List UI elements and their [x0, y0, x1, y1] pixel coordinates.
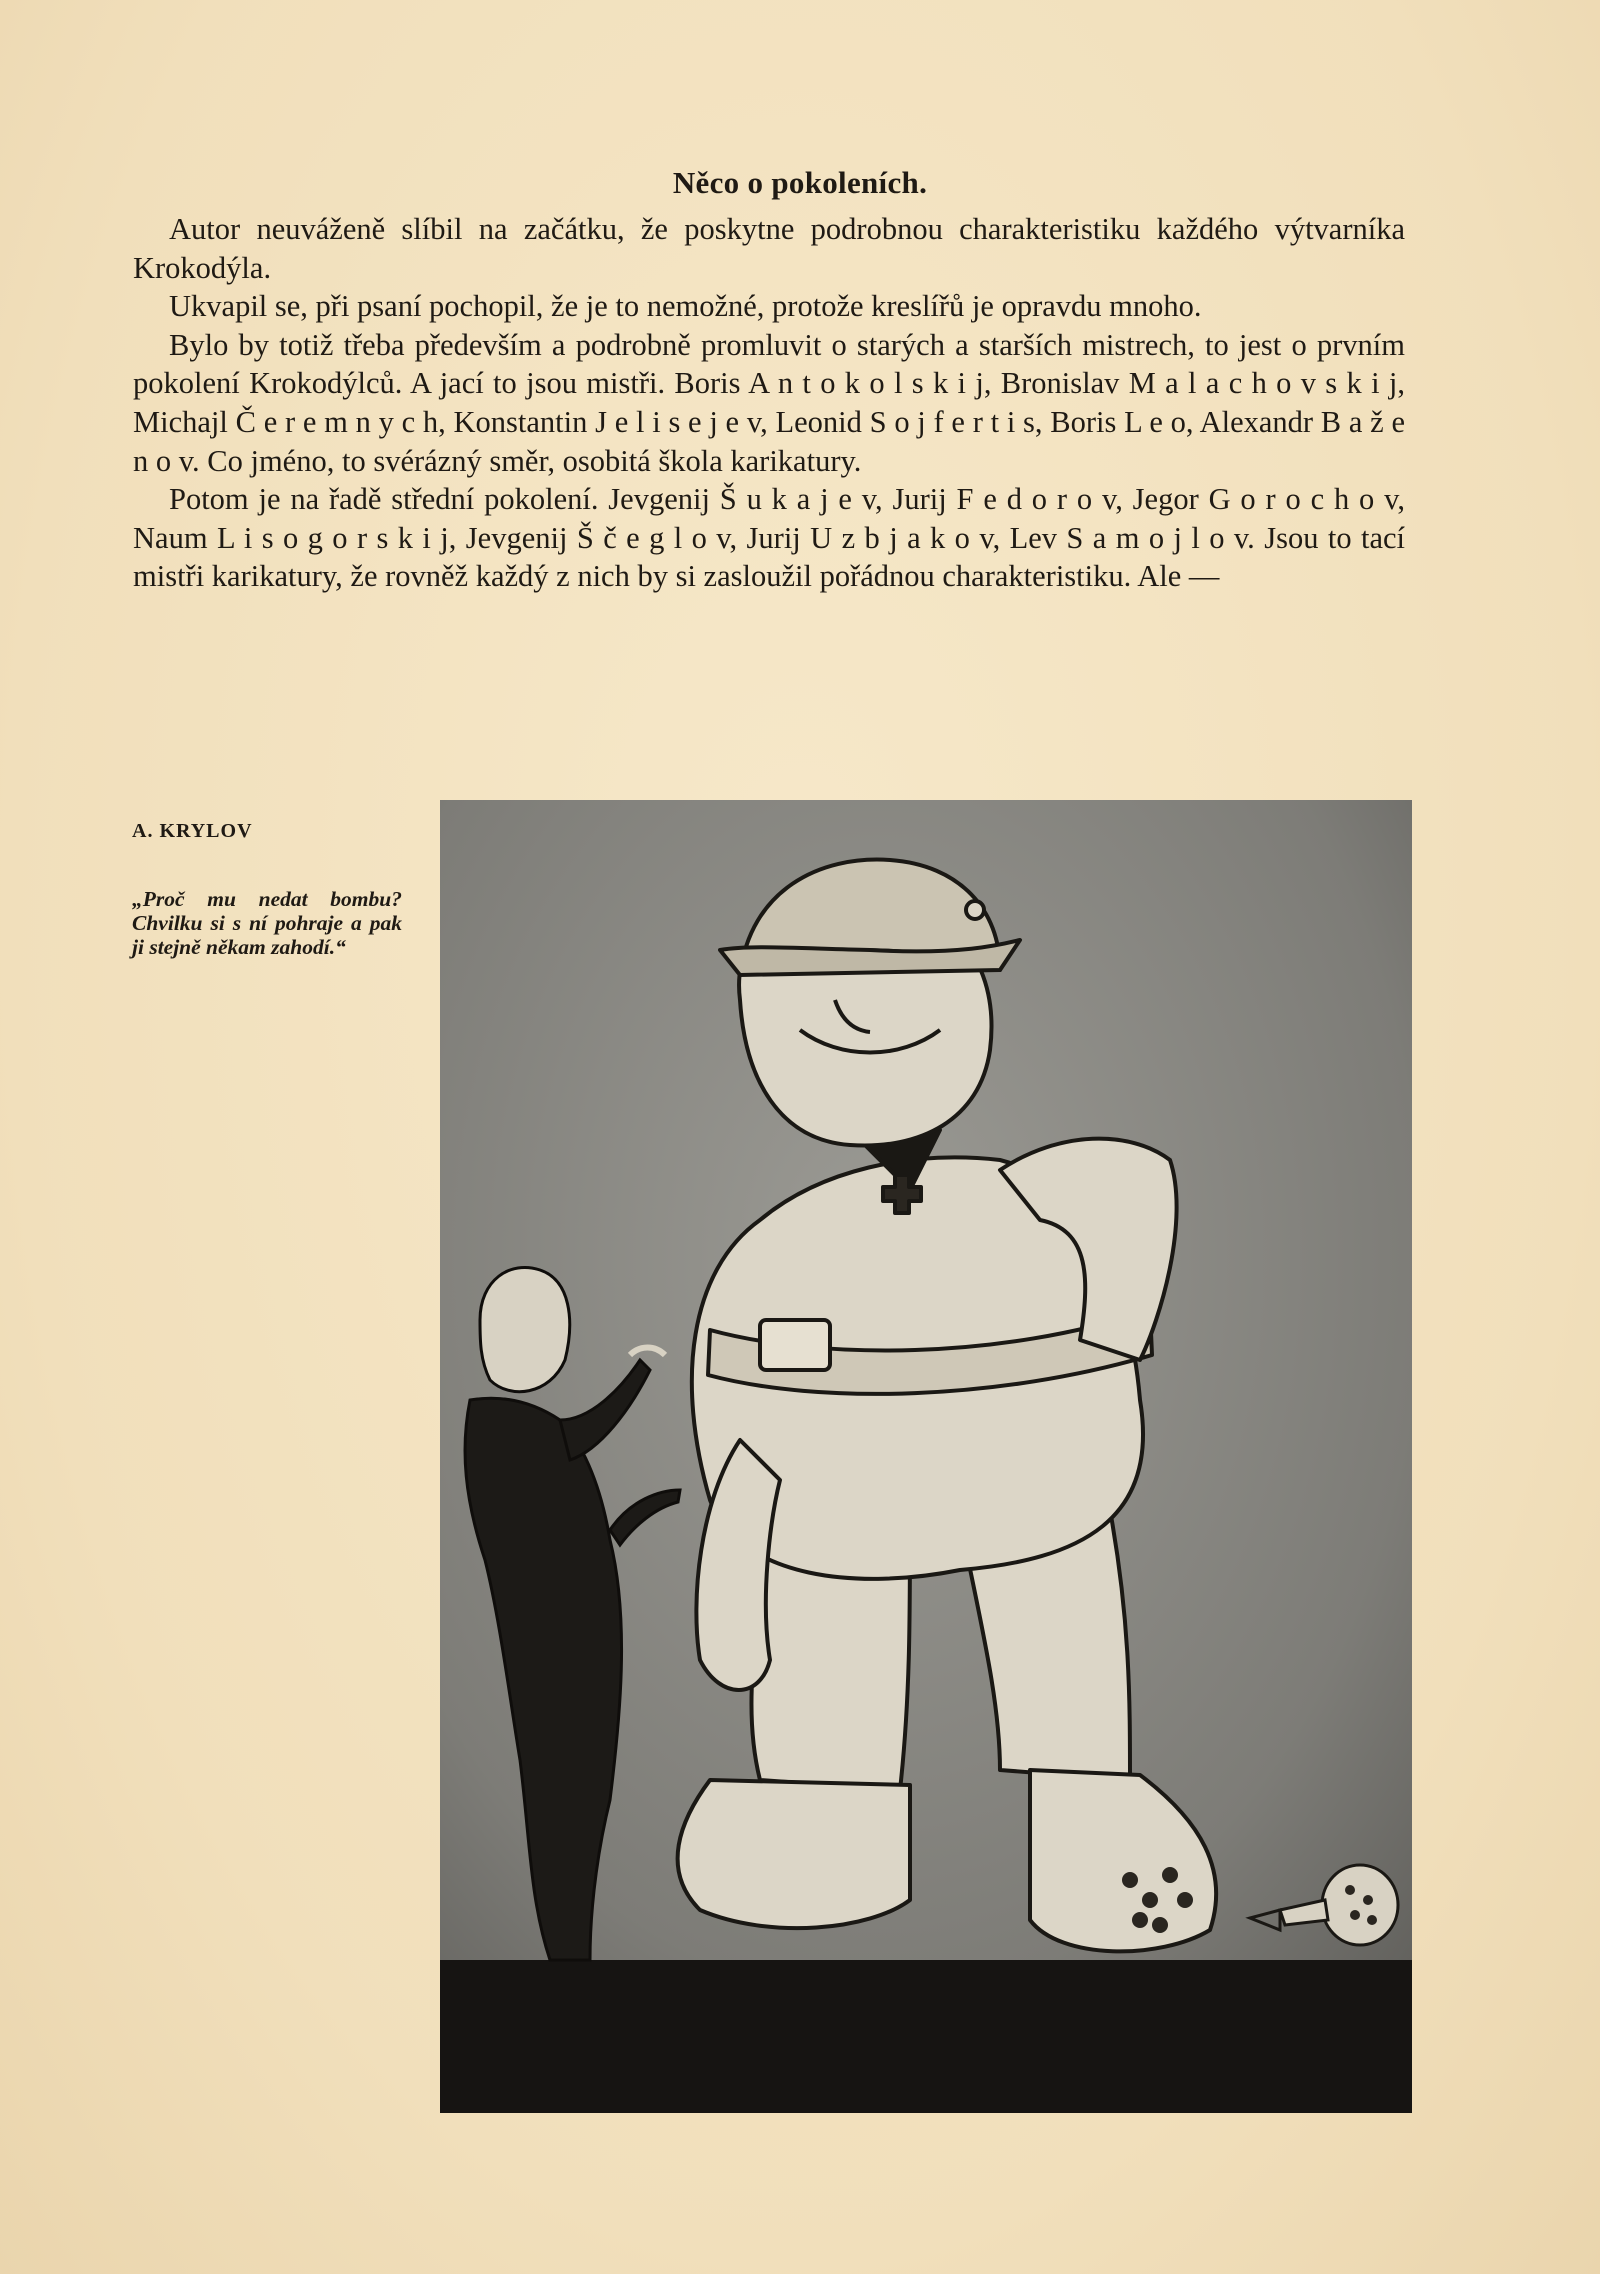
paragraph-3: Bylo by totiž třeba především a podrobně promluvit o starých a starších mistrech, to jest o prvním pokolení Krokodýlců. A jací to jsou mistři. Boris A n t o k o l s k i j, Bronislav M a l a c h o v s k i j, Michajl Č e r e m n y c h, Konstantin J e l i s e j e v, Leonid S o j f e r t i s, Boris L e o, Alexandr B a ž e n o v. Co jméno, to svérázný směr, osobitá škola karikatury. — [133, 327, 1405, 478]
cartoon-floor — [440, 1960, 1412, 2113]
paragraph-1: Autor neuváženě slíbil na začátku, že poskytne podrobnou charakteristiku každého výtvarníka Krokodýla. — [133, 212, 1405, 285]
article-body — [133, 210, 1405, 596]
article-title: Něco o pokoleních. — [672, 165, 928, 200]
cartoon-caption: „Proč mu nedat bombu? Chvilku si s ní pohraje a pak ji stejně někam zahodí.“ — [132, 887, 402, 959]
cartoon-author: A. KRYLOV — [132, 820, 253, 842]
paragraph-4: Potom je na řadě střední pokolení. Jevgenij Š u k a j e v, Jurij F e d o r o v, Jegor G o r o c h o v, Naum L i s o g o r s k i j, Jevgenij Š č e g l o v, Jurij U z b j a k o v, Lev S a m o j l o v. Jsou to tací mistři karikatury, že rovněž každý z nich by si zasloužil pořádnou charakteristiku. Ale — — [133, 482, 1405, 594]
cartoon-illustration — [440, 800, 1412, 2113]
paragraph-2: Ukvapil se, při psaní pochopil, že je to nemožné, protože kreslířů je opravdu mnoho. — [169, 289, 1202, 324]
